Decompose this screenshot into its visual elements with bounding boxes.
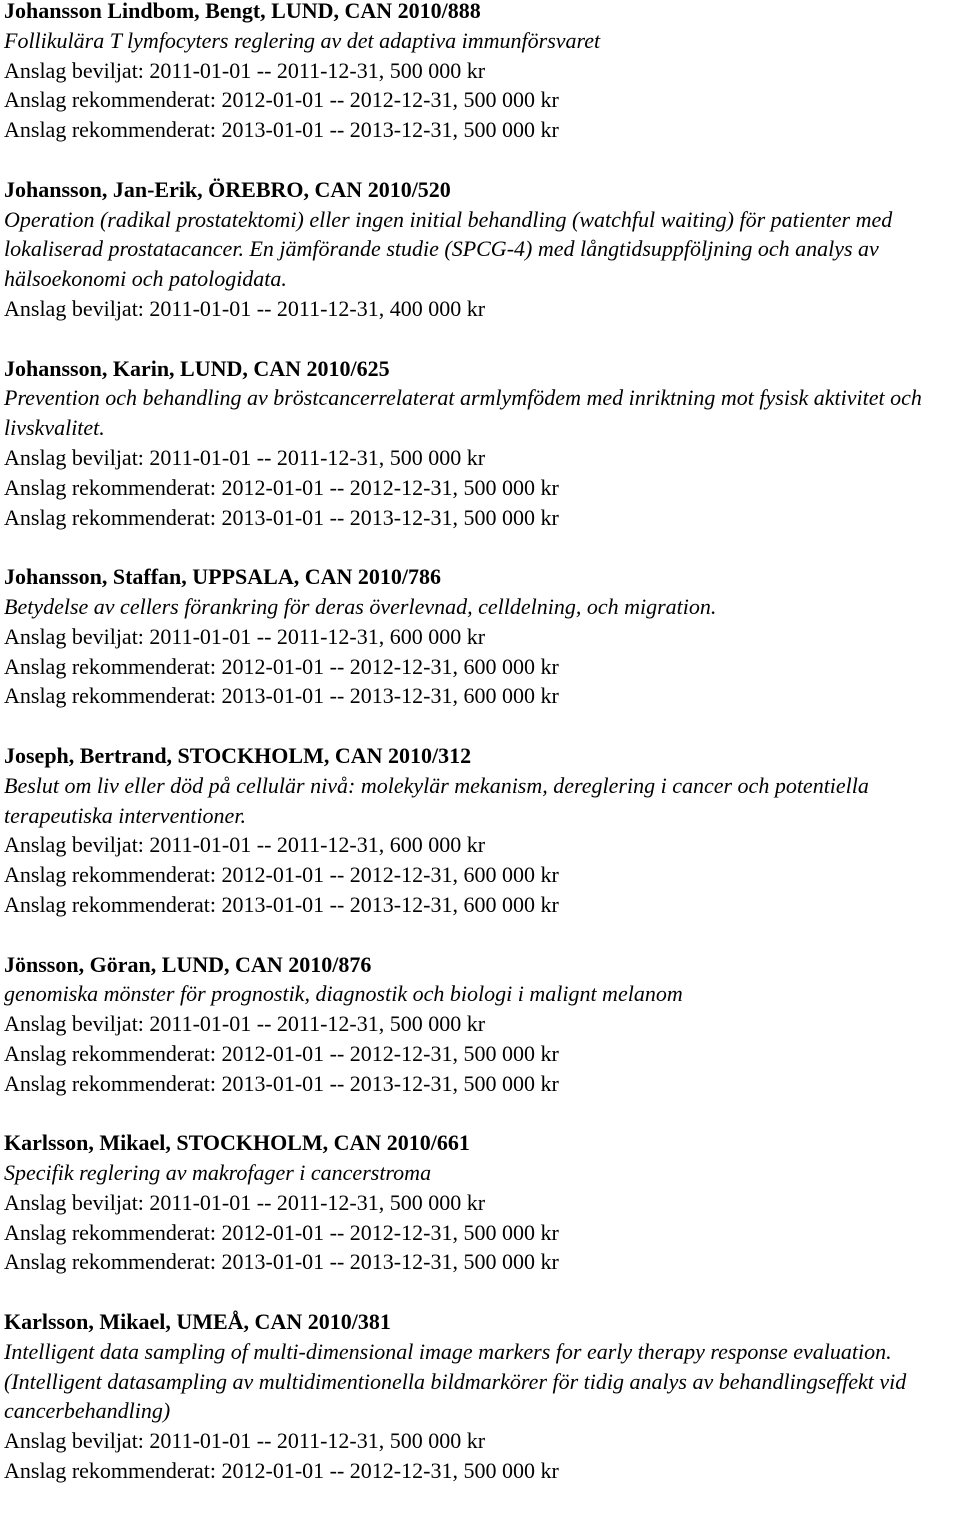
entry-heading: Johansson, Jan-Erik, ÖREBRO, CAN 2010/520 [4, 176, 451, 202]
grant-line: Anslag rekommenderat: 2012-01-01 -- 2012-12-31, 600 000 kr [4, 653, 559, 679]
grant-entry [4, 950, 958, 1099]
grant-line: Anslag rekommenderat: 2012-01-01 -- 2012-12-31, 500 000 kr [4, 1040, 559, 1066]
grant-list [4, 0, 958, 1516]
grant-line: Anslag beviljat: 2011-01-01 -- 2011-12-31, 400 000 kr [4, 295, 486, 321]
project-title: Operation (radikal prostatektomi) eller ingen initial behandling (watchful waiting) för patienter med lokaliserad prostatacancer. En jämförande studie (SPCG-4) med långtidsuppföljning och analys av hälsoekonomi och patologidata. [4, 206, 893, 292]
project-title: Beslut om liv eller död på cellulär nivå: molekylär mekanism, dereglering i cancer och potentiella terapeutiska interventioner. [4, 772, 869, 828]
grant-line: Anslag rekommenderat: 2013-01-01 -- 2013-12-31, 500 000 kr [4, 1249, 559, 1275]
project-title: Prevention och behandling av bröstcancerrelaterat armlymfödem med inriktning mot fysisk aktivitet och livskvalitet. [4, 385, 922, 441]
entry-heading: Joseph, Bertrand, STOCKHOLM, CAN 2010/312 [4, 742, 472, 768]
grant-line: Anslag beviljat: 2011-01-01 -- 2011-12-31, 500 000 kr [4, 57, 486, 83]
entry-heading: Jönsson, Göran, LUND, CAN 2010/876 [4, 951, 372, 977]
entry-heading: Johansson, Karin, LUND, CAN 2010/625 [4, 355, 390, 381]
grant-line: Anslag rekommenderat: 2013-01-01 -- 2013-12-31, 600 000 kr [4, 891, 559, 917]
project-title: Intelligent data sampling of multi-dimensional image markers for early therapy response evaluation. (Intelligent datasampling av multidimentionella bildmarkörer för tidig analys av behandlingseffekt vid cancerbehandling) [4, 1338, 907, 1424]
entry-heading: Johansson Lindbom, Bengt, LUND, CAN 2010/888 [4, 0, 481, 23]
entry-heading: Karlsson, Mikael, STOCKHOLM, CAN 2010/661 [4, 1130, 470, 1156]
grant-entry [4, 741, 958, 920]
grant-entry [4, 0, 958, 145]
grant-entry [4, 354, 958, 533]
grant-line: Anslag beviljat: 2011-01-01 -- 2011-12-31, 500 000 kr [4, 1189, 486, 1215]
grant-entry [4, 1128, 958, 1277]
project-title: Follikulära T lymfocyters reglering av det adaptiva immunförsvaret [4, 27, 601, 53]
grant-entry [4, 562, 958, 711]
grant-line: Anslag rekommenderat: 2012-01-01 -- 2012-12-31, 500 000 kr [4, 87, 559, 113]
grant-line: Anslag beviljat: 2011-01-01 -- 2011-12-31, 500 000 kr [4, 444, 486, 470]
grant-line: Anslag beviljat: 2011-01-01 -- 2011-12-31, 500 000 kr [4, 1428, 486, 1454]
grant-entry [4, 175, 958, 324]
grant-line: Anslag rekommenderat: 2013-01-01 -- 2013-12-31, 600 000 kr [4, 683, 559, 709]
entry-heading: Johansson, Staffan, UPPSALA, CAN 2010/786 [4, 564, 442, 590]
grant-line: Anslag rekommenderat: 2012-01-01 -- 2012-12-31, 500 000 kr [4, 474, 559, 500]
grant-line: Anslag rekommenderat: 2012-01-01 -- 2012-12-31, 600 000 kr [4, 862, 559, 888]
project-title: Betydelse av cellers förankring för deras överlevnad, celldelning, och migration. [4, 593, 717, 619]
project-title: genomiska mönster för prognostik, diagnostik och biologi i malignt melanom [4, 981, 683, 1007]
grant-line: Anslag rekommenderat: 2012-01-01 -- 2012-12-31, 500 000 kr [4, 1458, 559, 1484]
grant-line: Anslag rekommenderat: 2012-01-01 -- 2012-12-31, 500 000 kr [4, 1219, 559, 1245]
entry-heading: Karlsson, Mikael, UMEÅ, CAN 2010/381 [4, 1309, 391, 1335]
grant-entry [4, 1307, 958, 1486]
grant-line: Anslag rekommenderat: 2013-01-01 -- 2013-12-31, 500 000 kr [4, 504, 559, 530]
grant-line: Anslag beviljat: 2011-01-01 -- 2011-12-31, 600 000 kr [4, 623, 486, 649]
grant-line: Anslag rekommenderat: 2013-01-01 -- 2013-12-31, 500 000 kr [4, 117, 559, 143]
project-title: Specifik reglering av makrofager i cancerstroma [4, 1160, 432, 1186]
grant-line: Anslag beviljat: 2011-01-01 -- 2011-12-31, 600 000 kr [4, 832, 486, 858]
grant-line: Anslag beviljat: 2011-01-01 -- 2011-12-31, 500 000 kr [4, 1011, 486, 1037]
grant-line: Anslag rekommenderat: 2013-01-01 -- 2013-12-31, 500 000 kr [4, 1070, 559, 1096]
